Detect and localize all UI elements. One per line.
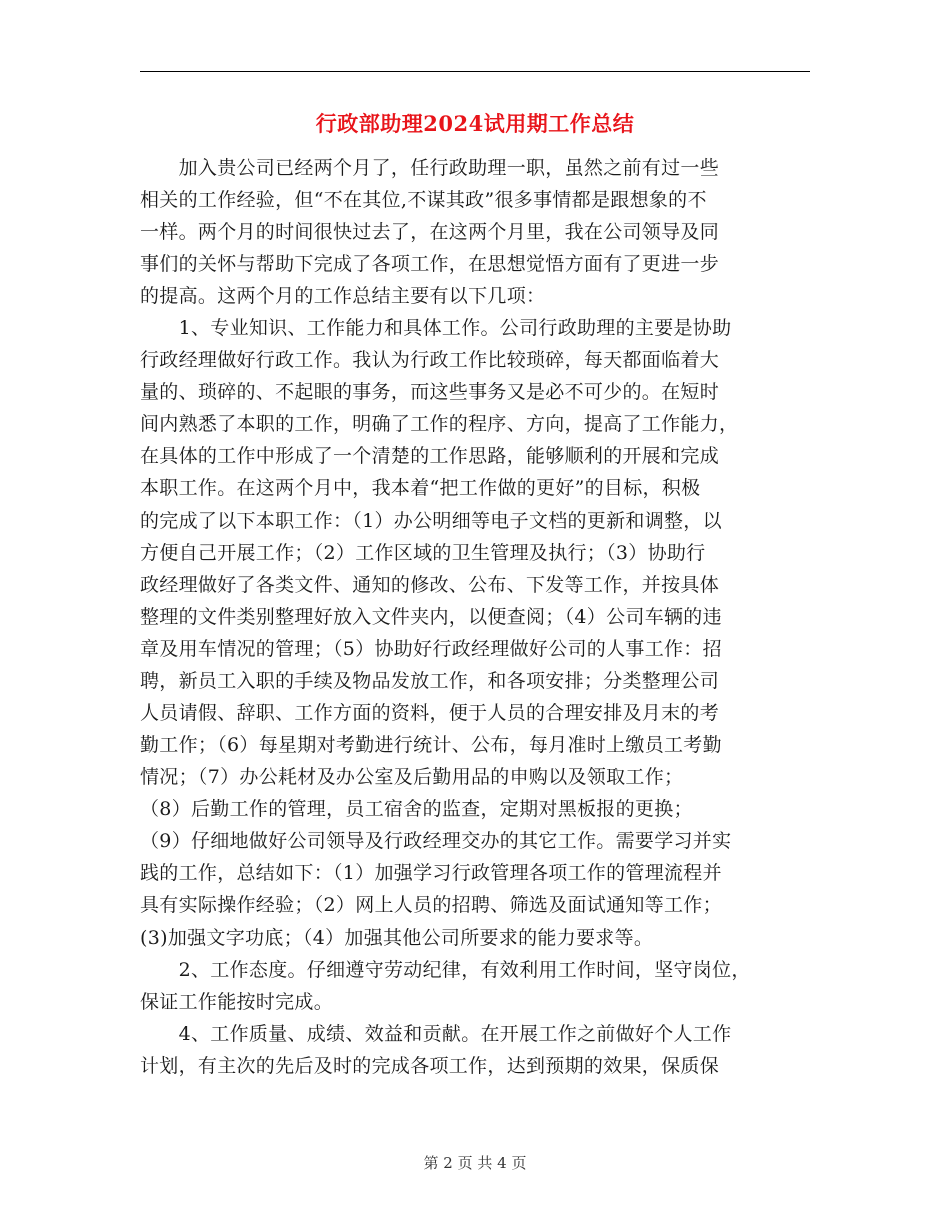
body-line: 的提高。这两个月的工作总结主要有以下几项：	[140, 285, 546, 307]
body-line: 加入贵公司已经两个月了，任行政助理一职，虽然之前有过一些	[140, 157, 720, 179]
body-line: 情况；（7）办公耗材及办公室及后勤用品的申购以及领取工作；	[140, 766, 684, 788]
document-title: 行政部助理2024试用期工作总结	[315, 111, 635, 136]
body-line: 本职工作。在这两个月中，我本着“把工作做的更好”的目标，积极	[140, 477, 701, 499]
body-line: 2、工作态度。仔细遵守劳动纪律，有效利用工作时间，坚守岗位，	[140, 959, 751, 981]
body-line: 聘，新员工入职的手续及物品发放工作，和各项安排；分类整理公司	[140, 670, 720, 692]
body-line: 保证工作能按时完成。	[140, 991, 334, 1013]
body-line: 具有实际操作经验；（2）网上人员的招聘、筛选及面试通知等工作；	[140, 894, 722, 916]
body-line: 践的工作，总结如下：（1）加强学习行政管理各项工作的管理流程并	[140, 862, 722, 884]
body-line: 的完成了以下本职工作：（1）办公明细等电子文档的更新和调整，以	[140, 510, 722, 532]
header-rule	[140, 71, 810, 72]
body-line: 整理的文件类别整理好放入文件夹内，以便查阅；（4）公司车辆的违	[140, 606, 722, 628]
body-line: 章及用车情况的管理；（5）协助好行政经理做好公司的人事工作：招	[140, 638, 722, 660]
body-line: 方便自己开展工作；（2）工作区域的卫生管理及执行；（3）协助行	[140, 542, 706, 564]
body-line: 人员请假、辞职、工作方面的资料，便于人员的合理安排及月末的考	[140, 702, 720, 724]
body-line: 在具体的工作中形成了一个清楚的工作思路，能够顺利的开展和完成	[140, 445, 720, 467]
body-line: 相关的工作经验，但“不在其位,不谋其政”很多事情都是跟想象的不	[140, 189, 707, 211]
body-line: 一样。两个月的时间很快过去了，在这两个月里，我在公司领导及同	[140, 221, 720, 243]
body-line: 量的、琐碎的、不起眼的事务，而这些事务又是必不可少的。在短时	[140, 381, 720, 403]
body-line: 计划，有主次的先后及时的完成各项工作，达到预期的效果，保质保	[140, 1055, 720, 1077]
page-number-footer: 第 2 页 共 4 页	[423, 1154, 527, 1172]
body-line: 事们的关怀与帮助下完成了各项工作，在思想觉悟方面有了更进一步	[140, 253, 720, 275]
body-line: （8）后勤工作的管理，员工宿舍的监查，定期对黑板报的更换；	[140, 798, 693, 820]
body-line: 4、工作质量、成绩、效益和贡献。在开展工作之前做好个人工作	[140, 1023, 732, 1045]
body-line: 政经理做好了各类文件、通知的修改、公布、下发等工作，并按具体	[140, 574, 720, 596]
body-line: 1、专业知识、工作能力和具体工作。公司行政助理的主要是协助	[140, 317, 732, 339]
body-line: 间内熟悉了本职的工作，明确了工作的程序、方向，提高了工作能力，	[140, 413, 739, 435]
body-line: 勤工作；（6）每星期对考勤进行统计、公布，每月准时上缴员工考勤	[140, 734, 722, 756]
body-line: （9）仔细地做好公司领导及行政经理交办的其它工作。需要学习并实	[140, 830, 732, 852]
body-line: 行政经理做好行政工作。我认为行政工作比较琐碎，每天都面临着大	[140, 349, 720, 371]
body-line: (3)加强文字功底；（4）加强其他公司所要求的能力要求等。	[140, 927, 654, 949]
